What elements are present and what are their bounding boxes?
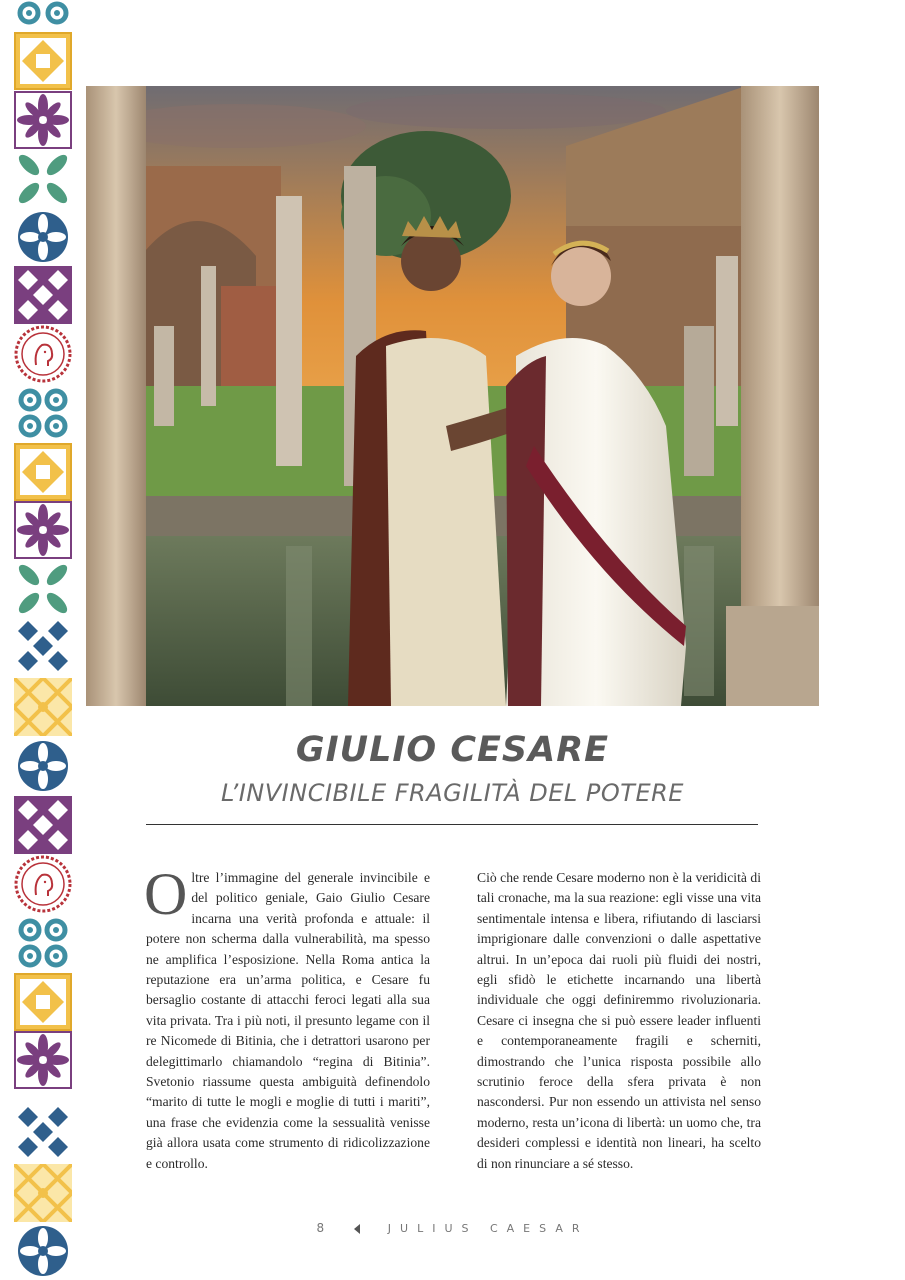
leaf-tile	[14, 560, 72, 618]
leaf-tile	[14, 150, 72, 208]
portrait-medallion-tile	[14, 855, 72, 913]
lattice-tile	[14, 1164, 72, 1222]
title-divider	[146, 824, 758, 825]
drop-cap: O	[144, 861, 188, 927]
swirl-tile	[14, 914, 72, 972]
roman-ruins-scene	[86, 86, 819, 706]
diamond-grid-tile	[14, 619, 72, 677]
running-title: JULIUS CAESAR	[387, 1222, 589, 1235]
flower-tile	[14, 1031, 72, 1089]
page-footer	[0, 1221, 905, 1235]
article-subtitle: L’INVINCIBILE FRAGILITÀ DEL POTERE	[221, 779, 684, 807]
body-column-right	[477, 868, 761, 1174]
checker-tile	[14, 266, 72, 324]
star-tile	[14, 737, 72, 795]
page-number: 8	[316, 1221, 325, 1235]
lattice-tile	[14, 678, 72, 736]
star-tile	[14, 208, 72, 266]
portrait-medallion-tile	[14, 325, 72, 383]
square-diamond-tile	[14, 973, 72, 1031]
swirl-tile	[14, 384, 72, 442]
checker-tile	[14, 796, 72, 854]
swirl-tile	[14, 0, 72, 28]
left-column-text: ltre l’immagine del generale invincibile e del politico geniale, Gaio Giulio Cesare incarna una verità profonda e attuale: il potere non scherma dalla vulnerabilità, ma spesso ne amplifica l’esposizione. Nella Roma antica la reputazione era un’arma politica, e Cesare fu bersaglio costante di attacchi feroci legati alla sua vita privata. Tra i più noti, il presunto legame con il re Nicomede di Bitinia, che i detrattori usarono per delegittimarlo chiamandolo “regina di Bitinia”. Svetonio riassume questa ambiguità definendolo “marito di tutte le mogli e moglie di tutti i mariti”, una frase che evidenzia come la sessualità venisse già allora usata come strumento di ridicolizzazione e controllo.	[146, 870, 430, 1171]
square-diamond-tile	[14, 32, 72, 90]
decorative-border	[14, 0, 72, 1280]
right-column-text: Ciò che rende Cesare moderno non è la veridicità di tali cronache, ma la sua reazione: egli visse una vita sentimentale intensa e libera, rifiutando di lasciarsi imprigionare dalle convenzioni o dalle aspettative altrui. In un’epoca dai ruoli più fluidi dei nostri, egli sfidò le etichette incarnando una libertà individuale che oggi definiremmo rivoluzionaria. Cesare ci insegna che si può essere leader influenti e contemporaneamente fragili e scherniti, dimostrando che l’unica risposta possibile allo scrutinio feroce della sfera privata è non nascondersi. Pur non essendo un attivista nel senso moderno, resta un’icona di libertà: un uomo che, tra desideri complessi e identità non lineari, ha scelto di non rinunciare a sé stesso.	[477, 870, 761, 1171]
body-column-left	[144, 861, 430, 1174]
triangle-left-icon	[354, 1224, 360, 1234]
diamond-grid-tile	[14, 1105, 72, 1163]
hero-photo	[86, 86, 819, 706]
flower-tile	[14, 91, 72, 149]
flower-tile	[14, 501, 72, 559]
square-diamond-tile	[14, 443, 72, 501]
article-title: GIULIO CESARE	[295, 730, 610, 770]
